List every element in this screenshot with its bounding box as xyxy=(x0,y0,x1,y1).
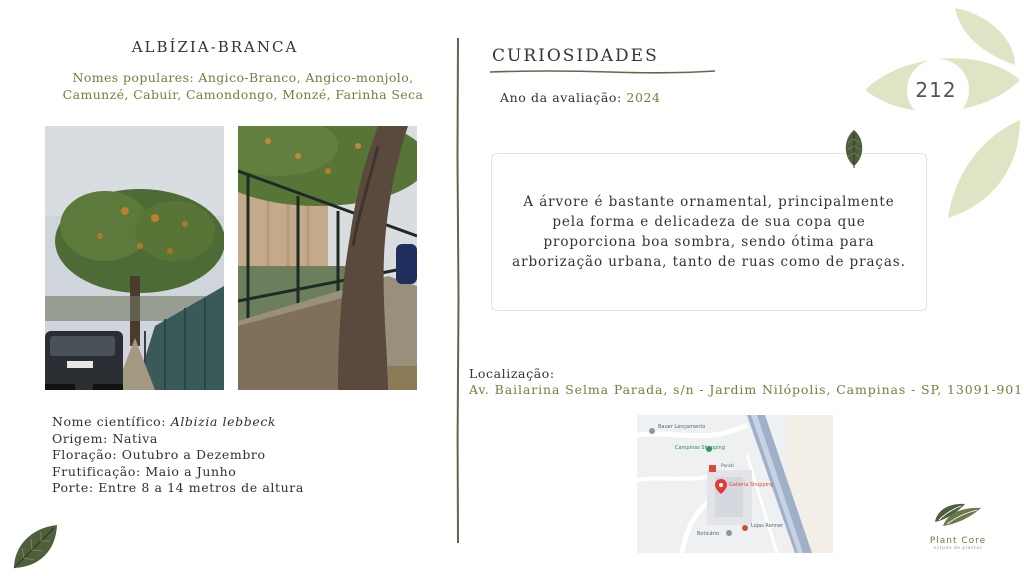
scientific-name-row xyxy=(52,414,304,431)
logo-tagline: estudo de plantas xyxy=(933,546,983,551)
logo-mark-icon xyxy=(931,500,985,530)
scientific-name-value: Albizia lebbeck xyxy=(170,414,277,429)
leaf-decoration-icon xyxy=(860,0,1024,230)
map-label-4: Lojas Renner xyxy=(751,523,784,529)
species-title: ALBÍZIA-BRANCA xyxy=(131,38,299,56)
tree-facts xyxy=(52,414,304,497)
tree-size: Porte: Entre 8 a 14 metros de altura xyxy=(52,480,304,496)
map-label-6: Parati xyxy=(721,464,734,469)
location-label: Localização: xyxy=(469,366,555,381)
location-map[interactable] xyxy=(637,415,833,553)
flowering: Floração: Outubro a Dezembro xyxy=(52,447,266,463)
map-label-1: Bauer Lançamento xyxy=(658,424,706,430)
popular-names: Nomes populares: Angico-Branco, Angico-monjolo, Camunzé, Cabuir, Camondongo, Monzé, Farinha Seca xyxy=(62,70,424,102)
location-address: Av. Bailarina Selma Parada, s/n - Jardim Nilópolis, Campinas - SP, 13091-901 xyxy=(469,382,1023,397)
origin: Origem: Nativa xyxy=(52,430,158,446)
evaluation-year xyxy=(500,90,661,105)
map-label-2: Campinas Shopping xyxy=(675,445,725,451)
vertical-divider xyxy=(456,38,460,543)
map-label-5: Boticário xyxy=(697,531,720,537)
brand-logo xyxy=(920,500,996,551)
logo-name: Plant Core xyxy=(929,536,987,546)
year-label: Ano da avaliação: xyxy=(500,90,627,105)
map-label-3: Galleria Shopping xyxy=(729,482,774,488)
scientific-name-label: Nome científico: xyxy=(52,414,171,429)
page-number-badge: 212 xyxy=(915,78,957,102)
curiosity-text: A árvore é bastante ornamental, principalmente pela forma e delicadeza de sua copa que proporciona boa sombra, sendo ótima para arborização urbana, tanto de ruas como de praças. xyxy=(512,194,906,270)
leaf-icon-bottom-left xyxy=(10,522,60,572)
tree-photo-trunk xyxy=(238,126,417,390)
fruiting: Frutificação: Maio a Junho xyxy=(52,463,237,479)
year-value: 2024 xyxy=(626,90,661,105)
title-underline xyxy=(490,68,715,76)
curiosities-title: CURIOSIDADES xyxy=(492,46,659,66)
tree-photo-wide xyxy=(45,126,224,390)
